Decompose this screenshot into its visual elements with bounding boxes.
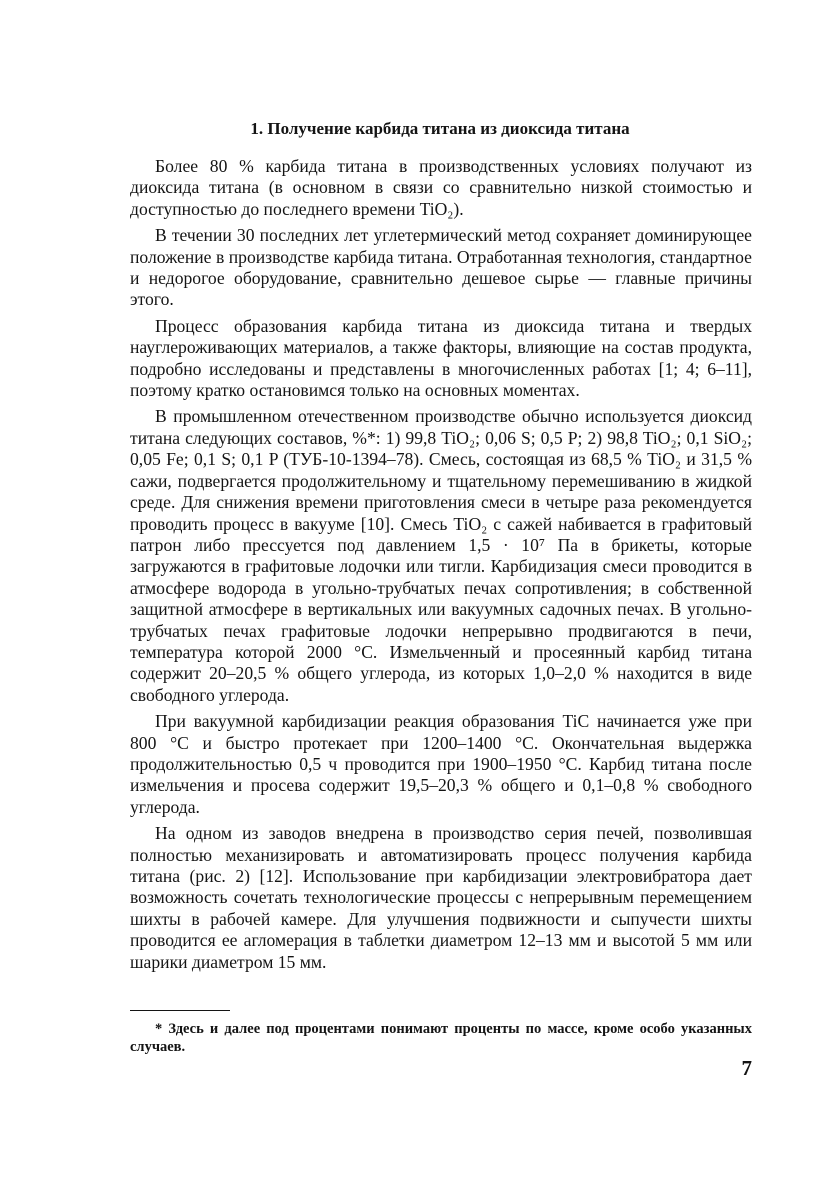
paragraph-3: Процесс образования карбида титана из диоксида титана и твердых науглероживающих материалов, а также факторы, влияющие на состав продукта, подробно исследованы и представлены в многочисленных работах [1; 4; 6–11], поэтому кратко остановимся только на основных моментах. [130,315,752,401]
page-number: 7 [741,1056,752,1080]
paragraph-5: При вакуумной карбидизации реакция образования TiC начинается уже при 800 °C и быстро протекает при 1200–1400 °C. Окончательная выдержка продолжительностью 0,5 ч проводится при 1900–1950 °C. Карбид титана после измельчения и просева содержит 19,5–20,3 % общего и 0,1–0,8 % свободного углерода. [130,711,752,817]
paragraph-1: Более 80 % карбида титана в производственных условиях получают из диоксида титана (в основном в связи со сравнительно низкой стоимостью и доступностью до последнего времени TiO₂). [130,156,752,219]
footnote [130,1020,752,1056]
body-text [130,156,752,978]
footnote-text: * Здесь и далее под процентами понимают проценты по массе, кроме особо указанных случаев. [130,1021,752,1055]
paragraph-6: На одном из заводов внедрена в производство серия печей, позволившая полностью механизировать и автоматизировать процесс получения карбида титана (рис. 2) [12]. Использование при карбидизации электровибратора дает возможность сочетать технологические процессы с непрерывным перемещением шихты в рабочей камере. Для улучшения подвижности и сыпучести шихты проводится ее агломерация в таблетки диаметром 12–13 мм и высотой 5 мм или шарики диаметром 15 мм. [130,823,752,972]
paragraph-2: В течении 30 последних лет углетермический метод сохраняет доминирующее положение в производстве карбида титана. Отработанная технология, стандартное и недорогое оборудование, сравнительно дешевое сырье — главные причины этого. [130,225,752,310]
paragraph-4: В промышленном отечественном производстве обычно используется диоксид титана следующих составов, %*: 1) 99,8 TiO₂; 0,06 S; 0,5 P; 2) 98,8 TiO₂; 0,1 SiO₂; 0,05 Fe; 0,1 S; 0,1 P (ТУБ-10-1394–78). Смесь, состоящая из 68,5 % TiO₂ и 31,5 % сажи, подвергается продолжительному и тщательному перемешиванию в жидкой среде. Для снижения времени приготовления смеси в четыре раза рекомендуется проводить процесс в вакууме [10]. Смесь TiO₂ с сажей набивается в графитовый патрон либо прессуется под давлением 1,5 · 10⁷ Па в брикеты, которые загружаются в графитовые лодочки или тигли. Карбидизация смеси проводится в атмосфере водорода в угольно-трубчатых печах сопротивления; в собственной защитной атмосфере в вертикальных или вакуумных садочных печах. В угольно-трубчатых печах графитовые лодочки непрерывно продвигаются в печи, температура которой 2000 °C. Измельченный и просеянный карбид титана содержит 20–20,5 % общего углерода, из которых 1,0–2,0 % находится в виде свободного углерода. [130,406,752,705]
footnote-divider [130,1010,230,1011]
section-heading: 1. Получение карбида титана из диоксида титана [250,119,630,138]
